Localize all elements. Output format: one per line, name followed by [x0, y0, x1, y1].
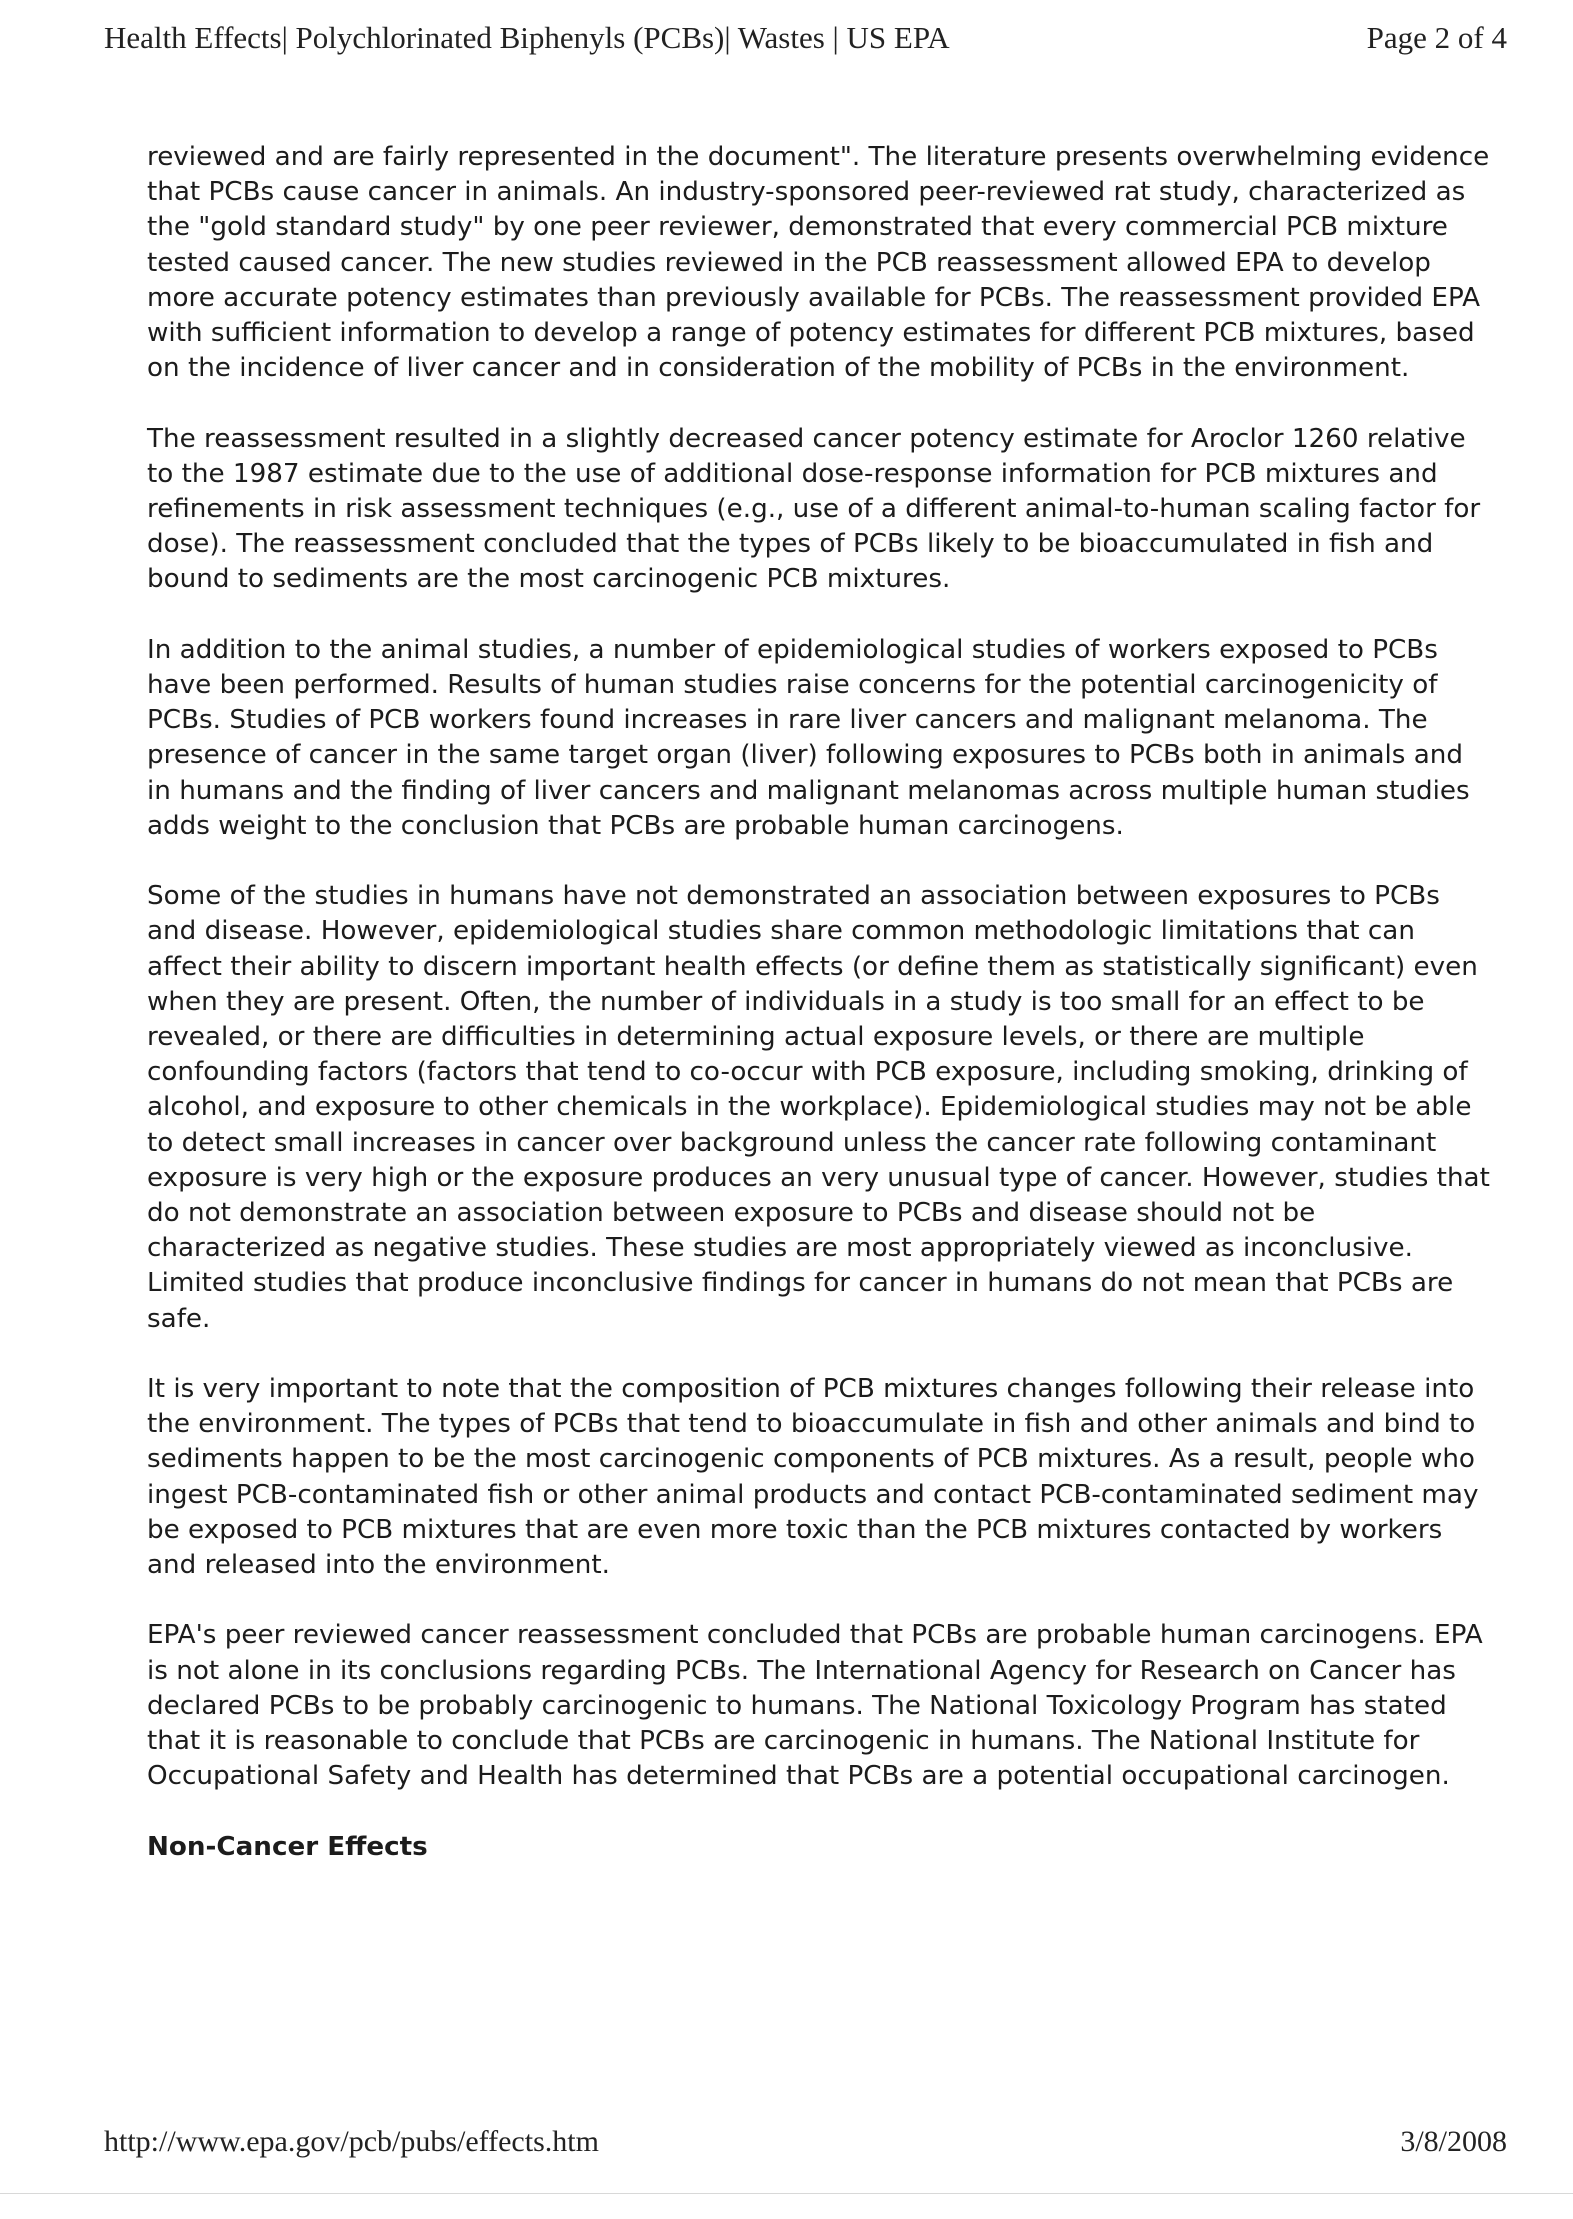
- section-heading-non-cancer-effects: Non-Cancer Effects: [147, 1831, 428, 1862]
- paragraph-epidemiological-studies: In addition to the animal studies, a number of epidemiological studies of workers exposed to PCBs have been performed. Results of human studies raise concerns for the potential carcinogenicity of PCBs. Studies of PCB workers found increases in rare liver cancers and malignant melanoma. The presence of cancer in the same target organ (liver) following exposures to PCBs both in animals and in humans and the finding of liver cancers and malignant melanomas across multiple human studies adds weight to the conclusion that PCBs are probable human carcinogens.: [147, 634, 1470, 841]
- page-title: Health Effects| Polychlorinated Biphenyls (PCBs)| Wastes | US EPA: [104, 20, 950, 55]
- print-footer: [104, 2120, 1507, 2164]
- print-date: 3/8/2008: [1400, 2125, 1507, 2158]
- page-url: http://www.epa.gov/pcb/pubs/effects.htm: [104, 2125, 599, 2158]
- scan-edge-line: [0, 2193, 1573, 2194]
- paragraph-potency-estimates: reviewed and are fairly represented in the document". The literature presents overwhelming evidence that PCBs cause cancer in animals. An industry-sponsored peer-reviewed rat study, characterized as the "gold standard study" by one peer reviewer, demonstrated that every commercial PCB mixture tested caused cancer. The new studies reviewed in the PCB reassessment allowed EPA to develop more accurate potency estimates than previously available for PCBs. The reassessment provided EPA with sufficient information to develop a range of potency estimates for different PCB mixtures, based on the incidence of liver cancer and in consideration of the mobility of PCBs in the environment.: [147, 142, 1490, 384]
- print-header: [104, 16, 1507, 60]
- paragraph-epa-conclusion: EPA's peer reviewed cancer reassessment concluded that PCBs are probable human carcinogens. EPA is not alone in its conclusions regarding PCBs. The International Agency for Research on Cancer has declared PCBs to be probably carcinogenic to humans. The National Toxicology Program has stated that it is reasonable to conclude that PCBs are carcinogenic in humans. The National Institute for Occupational Safety and Health has determined that PCBs are a potential occupational carcinogen.: [147, 1620, 1483, 1792]
- paragraph-study-limitations: Some of the studies in humans have not demonstrated an association between exposures to PCBs and disease. However, epidemiological studies share common methodologic limitations that can affect their ability to discern important health effects (or define them as statistically significant) even when they are present. Often, the number of individuals in a study is too small for an effect to be revealed, or there are difficulties in determining actual exposure levels, or there are multiple confounding factors (factors that tend to co-occur with PCB exposure, including smoking, drinking of alcohol, and exposure to other chemicals in the workplace). Epidemiological studies may not be able to detect small increases in cancer over background unless the cancer rate following contaminant exposure is very high or the exposure produces an very unusual type of cancer. However, studies that do not demonstrate an association between exposure to PCBs and disease should not be characterized as negative studies. These studies are most appropriately viewed as inconclusive. Limited studies that produce inconclusive findings for cancer in humans do not mean that PCBs are safe.: [147, 881, 1490, 1334]
- paragraph-aroclor-reassessment: The reassessment resulted in a slightly decreased cancer potency estimate for Aroclor 1260 relative to the 1987 estimate due to the use of additional dose-response information for PCB mixtures and refinements in risk assessment techniques (e.g., use of a different animal-to-human scaling factor for dose). The reassessment concluded that the types of PCBs likely to be bioaccumulated in fish and bound to sediments are the most carcinogenic PCB mixtures.: [147, 423, 1481, 595]
- document-body: [147, 140, 1492, 1865]
- page-indicator: Page 2 of 4: [1366, 20, 1507, 55]
- paragraph-mixture-composition: It is very important to note that the composition of PCB mixtures changes following their release into the environment. The types of PCBs that tend to bioaccumulate in fish and other animals and bind to sediments happen to be the most carcinogenic components of PCB mixtures. As a result, people who ingest PCB-contaminated fish or other animal products and contact PCB-contaminated sediment may be exposed to PCB mixtures that are even more toxic than the PCB mixtures contacted by workers and released into the environment.: [147, 1374, 1479, 1581]
